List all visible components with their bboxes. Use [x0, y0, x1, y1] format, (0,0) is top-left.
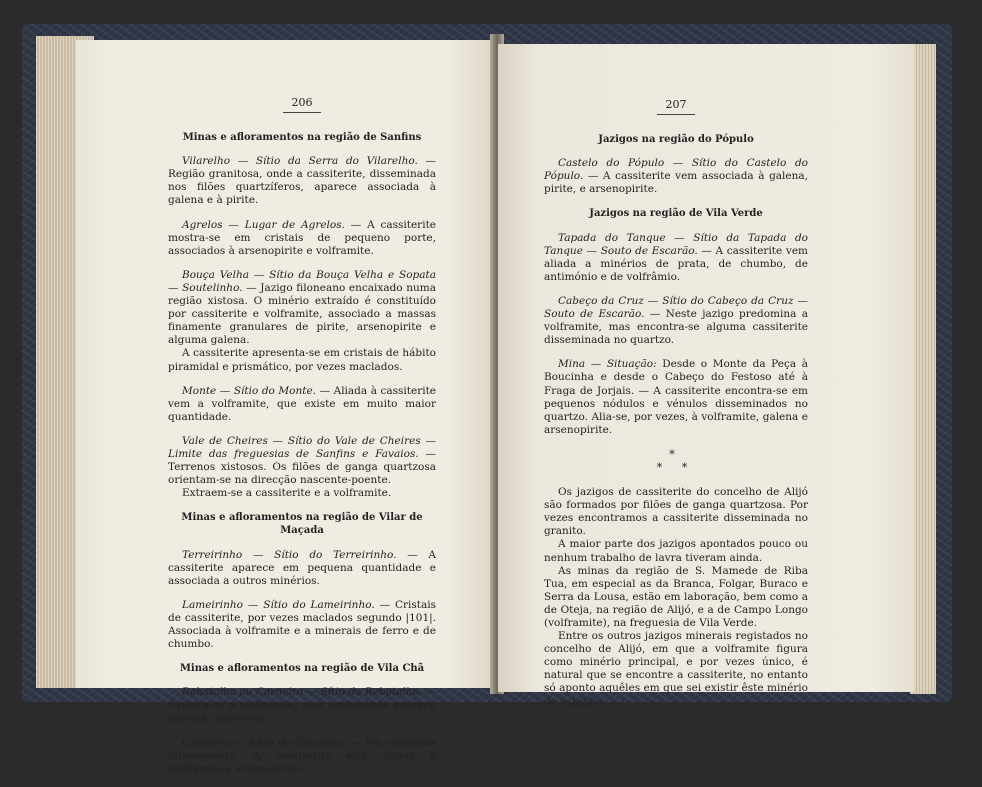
- paragraph-text: Desde o Monte da Peça à Boucinha e desde o Cabeço do Festoso até à Fraga de Jorjais. — A cassiterite encontra-se em pequenos nódulos e vénulos disseminados no quartzo. Alia-se, por vezes, à volframite, galena e arsenopirite.: [544, 358, 808, 436]
- paragraph: [168, 219, 436, 258]
- paragraph-text: — Terrenos xistosos. Os filões de ganga quartzosa orientam-se na direcção nascente-poente.: [168, 447, 436, 487]
- left-sections: [168, 131, 436, 776]
- section-heading: Jazigos na região de Vila Verde: [589, 208, 763, 220]
- section-heading: Minas e afloramentos na região de Sanfins: [182, 132, 422, 144]
- paragraph-text: — Região granitosa, onde a cassiterite, disseminada nos filões quartzíferos, aparece associada à galena e à pirite.: [168, 155, 436, 207]
- page-number: 207: [657, 98, 695, 115]
- paragraph-text: — A cassiterite aparece em pequena quantidade e associada a outros minérios.: [168, 548, 436, 587]
- place-name: Bouça Velha — Sítio da Bouça Velha e Sopata — Soutelinho.: [168, 268, 436, 294]
- paragraph: [168, 686, 436, 725]
- paragraph: [168, 385, 436, 424]
- place-name: Vale de Cheires — Sítio do Vale de Cheires — Limite das freguesias de Sanfins e Favaios.: [168, 434, 436, 460]
- closing-paragraph: A maior parte dos jazigos apontados pouco ou nenhum trabalho de lavra tiveram ainda.: [544, 538, 808, 564]
- right-page-content: [544, 98, 808, 709]
- separator-star: *: [669, 447, 683, 461]
- place-name: Agrelos — Lugar de Agrelos.: [182, 218, 345, 231]
- paragraph-text: — Foi registada últimamente. A cassiterite está aliada à volframite e arsenopirite.: [168, 736, 436, 775]
- place-name: Lameirinho — Sítio do Lameirinho.: [182, 598, 375, 611]
- closing-text: [544, 486, 808, 709]
- place-name: Cânceiro — Sítio do Cânceiro.: [182, 736, 347, 749]
- section-heading: Jazigos na região do Pópulo: [598, 134, 754, 146]
- page-number: 206: [283, 96, 321, 113]
- paragraph-continuation: A cassiterite apresenta-se em cristais de hábito piramidal e prismático, por vezes maclados.: [168, 347, 436, 373]
- place-name: Tapada do Tanque — Sítio da Tapada do Tanque — Souto de Escarão.: [544, 231, 808, 257]
- paragraph: [168, 549, 436, 588]
- section-heading: Minas e afloramentos na região de Vila Chã: [179, 663, 425, 675]
- left-page-content: [168, 96, 436, 787]
- right-sections: [544, 133, 808, 437]
- paragraph: [168, 599, 436, 651]
- paragraph-text: — Cristais de cassiterite, por vezes maclados segundo |101|. Associada à volframite e a minerais de ferro e de chumbo.: [168, 598, 436, 651]
- left-page: [76, 40, 496, 775]
- paragraph-text: — Jazigo filoneano encaixado numa região xistosa. O minério extraído é constituído por cassiterite e volframite, associado a massas finamente granulares de pirite, arsenopirite e alguma galena.: [168, 281, 436, 347]
- section-heading: Minas e afloramentos na região de Vilar de Maçada: [181, 512, 423, 537]
- closing-paragraph: Os jazigos de cassiterite do concelho de Alijó são formados por filões de ganga quartzosa. Por vezes encontramos a cassiterite disseminada no granito.: [544, 486, 808, 538]
- paragraph: [544, 295, 808, 347]
- separator-stars: * *: [656, 460, 696, 474]
- place-name: Monte — Sítio do Monte.: [182, 384, 317, 397]
- place-name: Rebatalha ou Carneiro — Sítio da Rebatalho.: [182, 686, 423, 699]
- paragraph: [168, 155, 436, 207]
- paragraph-text: — A cassiterite vem associada à galena, pirite, e arsenopirite.: [544, 170, 808, 196]
- paragraph: [544, 232, 808, 284]
- paragraph-text: — Neste jazigo predomina a volframite, mas encontra-se alguma cassiterite disseminada no quartzo.: [544, 308, 808, 347]
- paragraph-text: — A cassiterite vem aliada a minérios de prata, de chumbo, de antimónio e de volfrâmio.: [544, 244, 808, 283]
- paragraph-text: — Explora-se a volframite, mas juntamente aparece alguma cassiterite.: [168, 686, 436, 725]
- paragraph-continuation: Extraem-se a cassiterite e a volframite.: [182, 487, 392, 500]
- paragraph: [544, 157, 808, 196]
- place-name: Vilarelho — Sítio da Serra do Vilarelho.: [182, 155, 418, 168]
- paragraph: [168, 435, 436, 487]
- closing-paragraph: As minas da região de S. Mamede de Riba Tua, em especial as da Branca, Folgar, Buraco e Serra da Lousa, estão em laboração, bem como a de Oteja, na região de Alijó, e a de Campo Longo (volframite), na freguesia de Vila Verde.: [544, 564, 808, 629]
- closing-paragraph: Entre os outros jazigos minerais registados no concelho de Alijó, em que a volframite figura como minério principal, e por vezes único, é natural que se encontre a cassiterite, no entanto só aponto aquêles em que sei existir êste minério de estanho.: [544, 630, 808, 708]
- paragraph-text: — Aliada à cassiterite vem a volframite, que existe em muito maior quantidade.: [168, 384, 437, 423]
- place-name: Terreirinho — Sítio do Terreirinho.: [182, 548, 397, 561]
- section-separator: [544, 448, 808, 474]
- paragraph-text: — A cassiterite mostra-se em cristais de pequeno porte, associados à arsenopirite e volframite.: [168, 218, 436, 257]
- paragraph: [168, 737, 436, 776]
- paragraph: [544, 358, 808, 437]
- right-page: [498, 44, 914, 708]
- place-name: Mina — Situação:: [558, 358, 657, 371]
- place-name: Castelo do Pópulo — Sítio do Castelo do Pópulo.: [544, 157, 808, 183]
- place-name: Cabeço da Cruz — Sítio do Cabeço da Cruz — Souto de Escarão.: [544, 294, 808, 321]
- paragraph: [168, 269, 436, 348]
